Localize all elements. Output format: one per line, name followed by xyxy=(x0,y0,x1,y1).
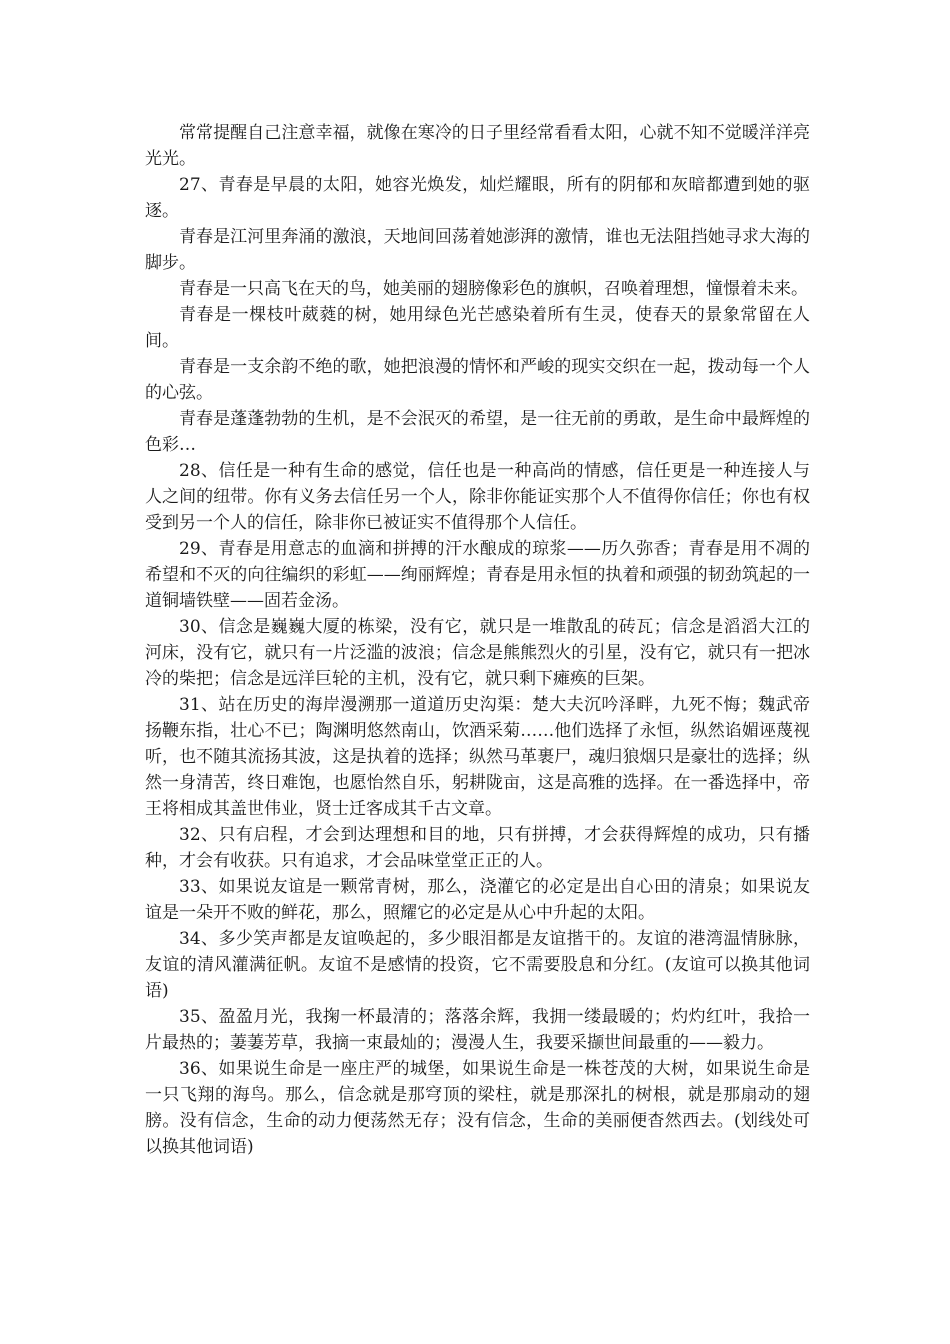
paragraph: 36、如果说生命是一座庄严的城堡，如果说生命是一株苍茂的大树，如果说生命是一只飞翔的海鸟。那么，信念就是那穹顶的梁柱，就是那深扎的树根，就是那扇动的翅膀。没有信念，生命的动力便荡然无存；没有信念，生命的美丽便杳然西去。(划线处可以换其他词语) xyxy=(145,1059,810,1157)
paragraph: 29、青春是用意志的血滴和拼搏的汗水酿成的琼浆——历久弥香；青春是用不凋的希望和不灭的向往编织的彩虹——绚丽辉煌；青春是用永恒的执着和顽强的韧劲筑起的一道铜墙铁壁——固若金汤。 xyxy=(145,539,810,611)
paragraph: 35、盈盈月光，我掬一杯最清的；落落余辉，我拥一缕最暖的；灼灼红叶，我拾一片最热的；萋萋芳草，我摘一束最灿的；漫漫人生，我要采撷世间最重的——毅力。 xyxy=(145,1007,810,1053)
paragraph: 34、多少笑声都是友谊唤起的，多少眼泪都是友谊揩干的。友谊的港湾温情脉脉，友谊的清风灌满征帆。友谊不是感情的投资，它不需要股息和分红。(友谊可以换其他词语) xyxy=(145,929,810,1001)
paragraph: 30、信念是巍巍大厦的栋梁，没有它，就只是一堆散乱的砖瓦；信念是滔滔大江的河床，没有它，就只有一片泛滥的波浪；信念是熊熊烈火的引星，没有它，就只有一把冰冷的柴把；信念是远洋巨轮的主机，没有它，就只剩下瘫痪的巨架。 xyxy=(145,617,810,689)
paragraph: 青春是江河里奔涌的激浪，天地间回荡着她澎湃的激情，谁也无法阻挡她寻求大海的脚步。 xyxy=(145,227,810,273)
paragraph: 青春是一只高飞在天的鸟，她美丽的翅膀像彩色的旗帜，召唤着理想，憧憬着未来。 xyxy=(179,279,808,299)
document-body xyxy=(145,120,810,1160)
paragraph: 青春是蓬蓬勃勃的生机，是不会泯灭的希望，是一往无前的勇敢，是生命中最辉煌的色彩… xyxy=(145,409,810,455)
paragraph: 27、青春是早晨的太阳，她容光焕发，灿烂耀眼，所有的阴郁和灰暗都遭到她的驱逐。 xyxy=(145,175,810,221)
paragraph: 常常提醒自己注意幸福，就像在寒冷的日子里经常看看太阳，心就不知不觉暖洋洋亮光光。 xyxy=(145,123,810,169)
paragraph: 青春是一支余韵不绝的歌，她把浪漫的情怀和严峻的现实交织在一起，拨动每一个人的心弦。 xyxy=(145,357,810,403)
paragraph: 31、站在历史的海岸漫溯那一道道历史沟渠：楚大夫沉吟泽畔，九死不悔；魏武帝扬鞭东指，壮心不已；陶渊明悠然南山，饮酒采菊……他们选择了永恒，纵然谄媚诬蔑视听，也不随其流扬其波，这是执着的选择；纵然马革裹尸，魂归狼烟只是豪壮的选择；纵然一身清苦，终日难饱，也愿怡然自乐，躬耕陇亩，这是高雅的选择。在一番选择中，帝王将相成其盖世伟业，贤士迁客成其千古文章。 xyxy=(145,695,810,819)
paragraph: 青春是一棵枝叶葳蕤的树，她用绿色光芒感染着所有生灵，使春天的景象常留在人间。 xyxy=(145,305,810,351)
paragraph: 33、如果说友谊是一颗常青树，那么，浇灌它的必定是出自心田的清泉；如果说友谊是一朵开不败的鲜花，那么，照耀它的必定是从心中升起的太阳。 xyxy=(145,877,810,923)
paragraph: 28、信任是一种有生命的感觉，信任也是一种高尚的情感，信任更是一种连接人与人之间的纽带。你有义务去信任另一个人，除非你能证实那个人不值得你信任；你也有权受到另一个人的信任，除非你已被证实不值得那个人信任。 xyxy=(145,461,810,533)
paragraph: 32、只有启程，才会到达理想和目的地，只有拼搏，才会获得辉煌的成功，只有播种，才会有收获。只有追求，才会品味堂堂正正的人。 xyxy=(145,825,810,871)
